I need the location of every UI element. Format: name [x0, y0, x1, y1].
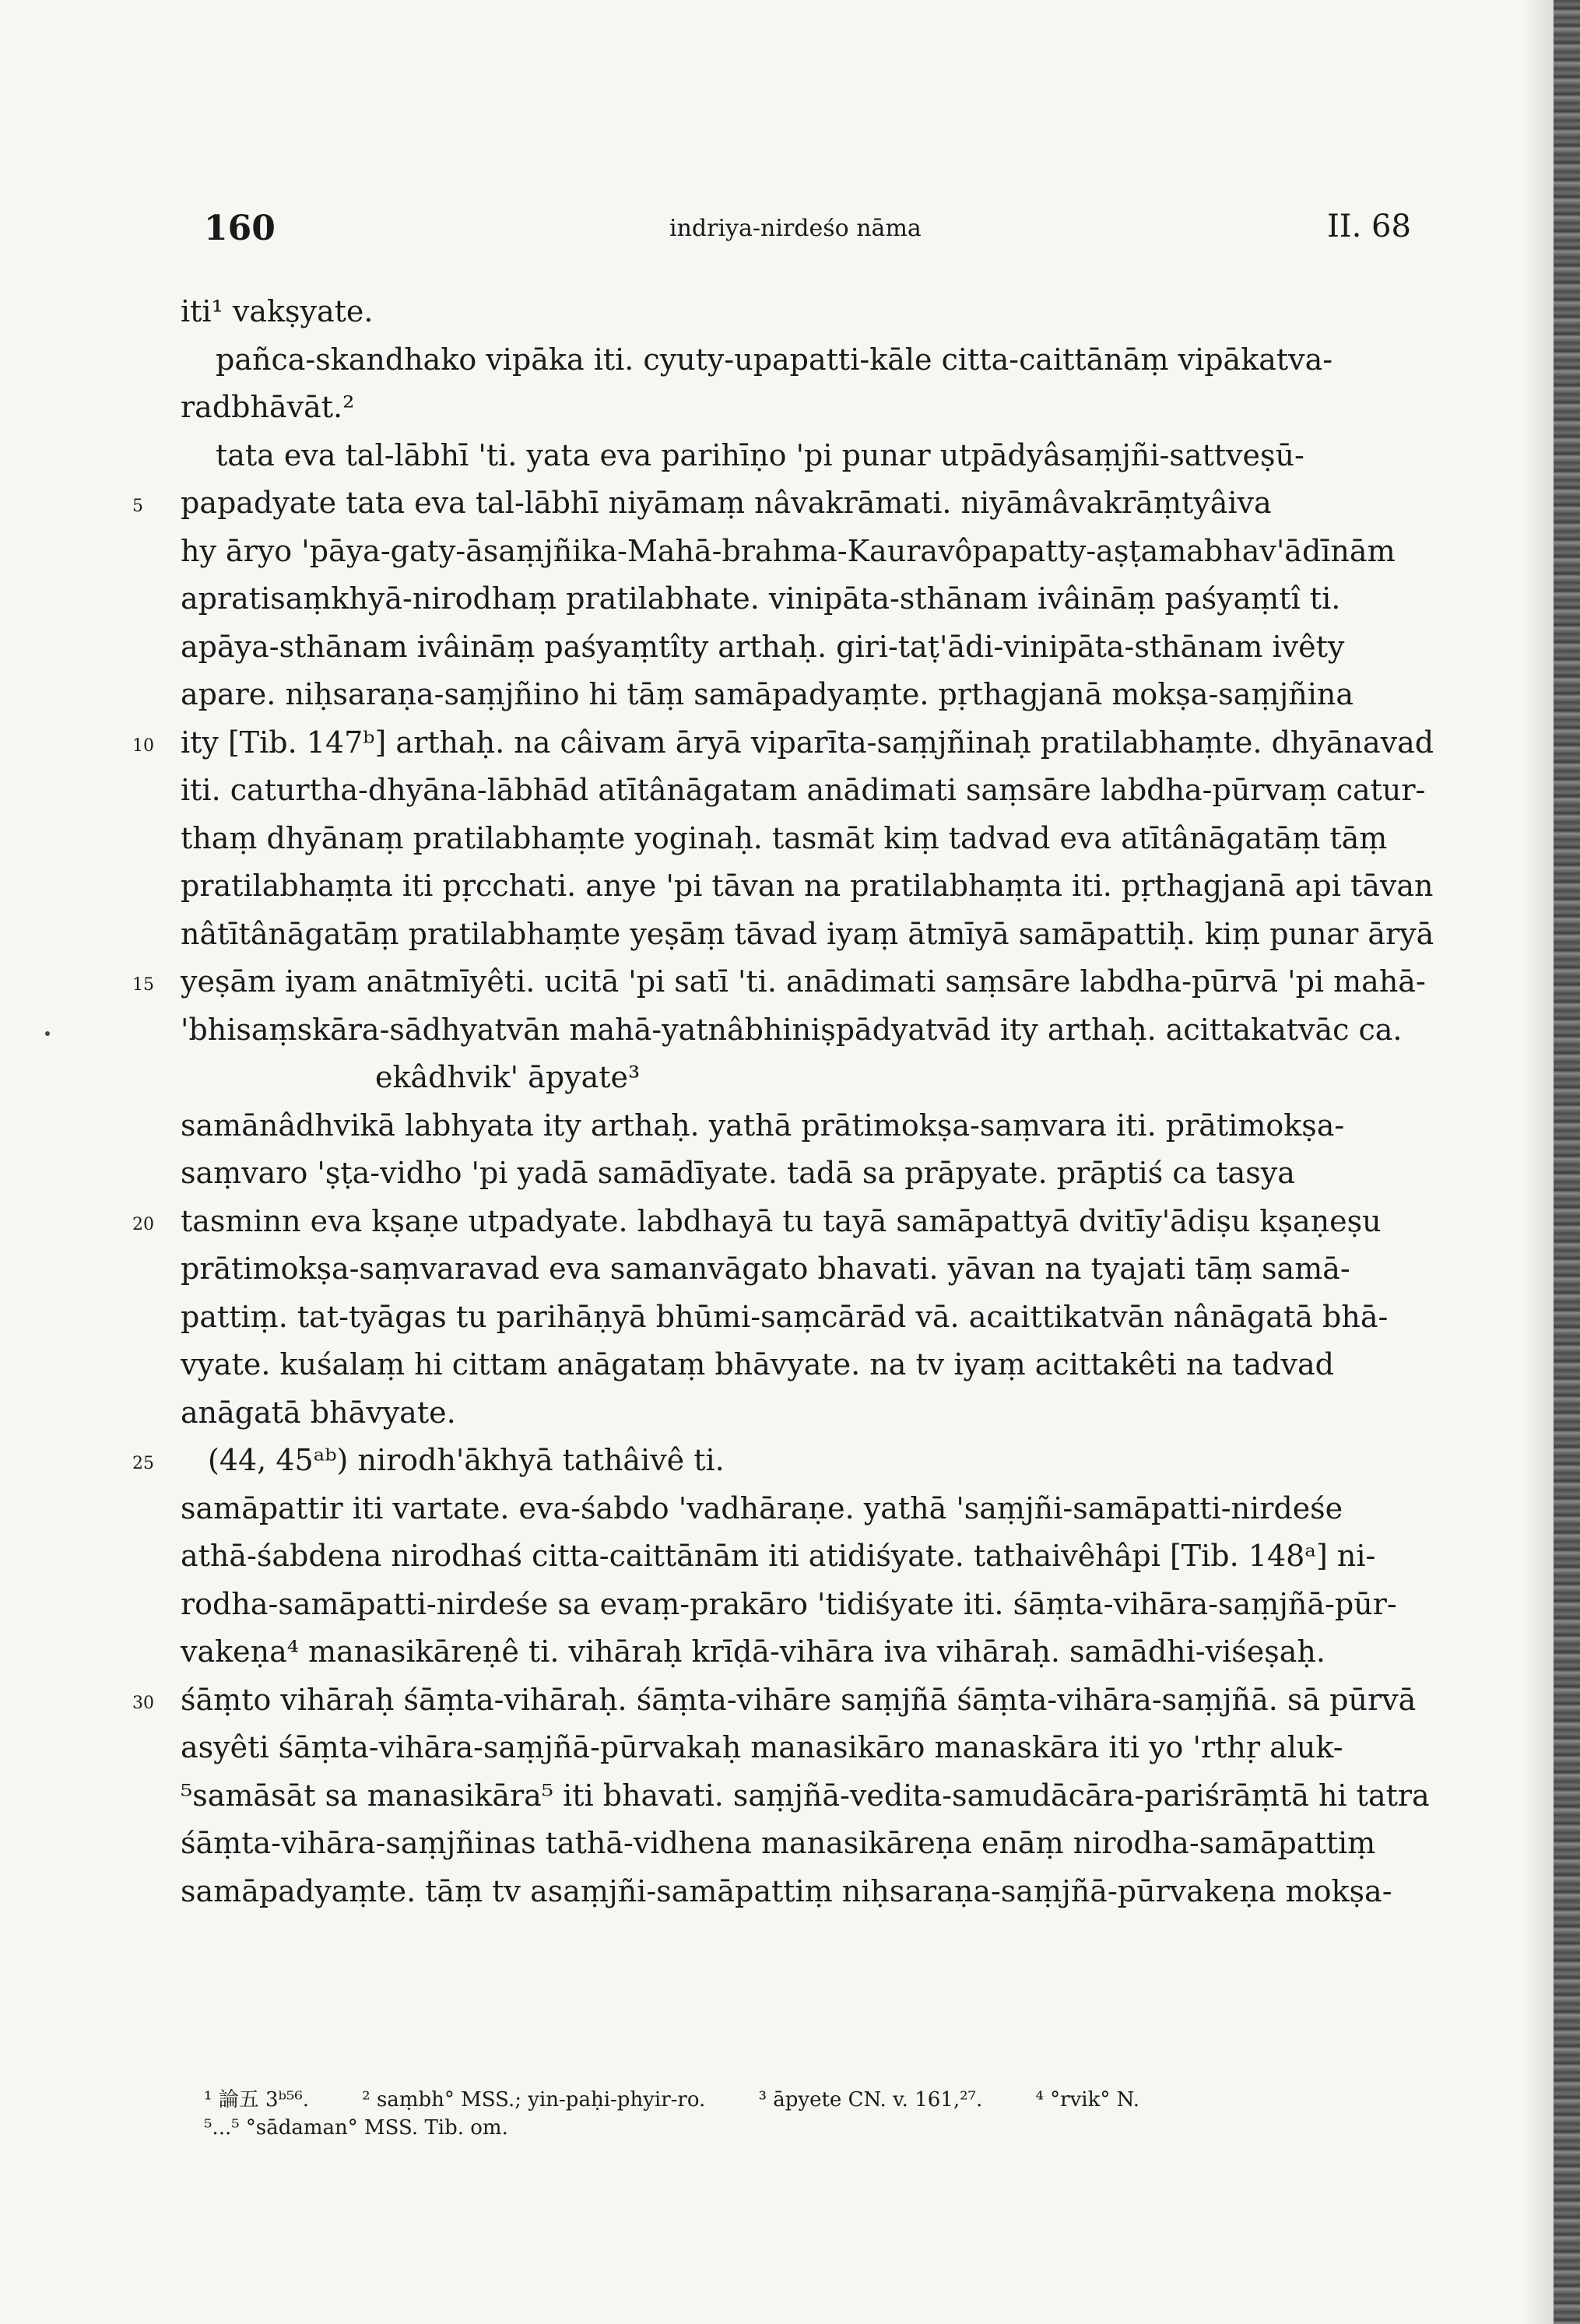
line-text: tata eva tal-lābhī 'ti. yata eva parihīṇo 'pi punar utpādyâsaṃjñi-sattveṣū- [216, 437, 1304, 472]
text-line [181, 1150, 1457, 1198]
text-line [181, 623, 1457, 672]
body-text [132, 288, 1457, 1915]
line-text: vakeṇa⁴ manasikāreṇê ti. vihāraḥ krīḍā-vihāra iva vihāraḥ. samādhi-viśeṣaḥ. [181, 1634, 1325, 1669]
line-text: yeṣām iyam anātmīyêti. ucitā 'pi satī 'ti. anādimati saṃsāre labdha-pūrvā 'pi mahā- [181, 964, 1426, 999]
text-line [181, 1245, 1457, 1294]
text-line [181, 1628, 1457, 1676]
text-line [181, 1054, 1457, 1102]
text-line [181, 1485, 1457, 1533]
line-text: papadyate tata eva tal-lābhī niyāmaṃ nâvakrāmati. niyāmâvakrāṃtyâiva [181, 486, 1272, 520]
text-line [181, 1294, 1457, 1342]
text-line [132, 958, 1457, 1006]
text-line [181, 528, 1457, 576]
footnote: ¹ 論五 3ᵇ⁵⁶. [204, 2088, 310, 2112]
footnote-row [204, 2086, 1449, 2114]
text-line [181, 1772, 1457, 1820]
text-line [181, 1820, 1457, 1868]
text-line [181, 1724, 1457, 1772]
text-line [132, 1198, 1457, 1246]
text-line [181, 336, 1457, 384]
line-text: samāpadyaṃte. tāṃ tv asaṃjñi-samāpattiṃ niḥsaraṇa-saṃjñā-pūrvakeṇa mokṣa- [181, 1873, 1392, 1908]
text-line [132, 479, 1457, 528]
line-text: apare. niḥsaraṇa-saṃjñino hi tāṃ samāpadyaṃte. pṛthagjanā mokṣa-saṃjñina [181, 677, 1354, 711]
page-number: 160 [204, 209, 276, 248]
text-line [132, 719, 1457, 767]
line-number: 15 [132, 975, 154, 995]
line-text: (44, 45ᵃᵇ) nirodh'ākhyā tathâivê ti. [208, 1443, 725, 1477]
text-line [181, 911, 1457, 959]
line-text: saṃvaro 'ṣṭa-vidho 'pi yadā samādīyate. tadā sa prāpyate. prāptiś ca tasya [181, 1156, 1295, 1190]
scan-speck [45, 1031, 50, 1036]
footnote: ² saṃbh° MSS.; yin-paḥi-phyir-ro. [362, 2088, 706, 2112]
text-line [181, 815, 1457, 863]
edge-shadow [1522, 0, 1554, 2324]
line-text: śāṃto vihāraḥ śāṃta-vihāraḥ. śāṃta-vihāre saṃjñā śāṃta-vihāra-saṃjñā. sā pūrvā [181, 1682, 1417, 1717]
line-text: apāya-sthānam ivâināṃ paśyaṃtîty arthaḥ. giri-taṭ'ādi-vinipāta-sthānam ivêty [181, 629, 1345, 664]
section-reference: II. 68 [1327, 209, 1411, 244]
footnote-row [204, 2114, 1449, 2142]
text-line [181, 1868, 1457, 1916]
line-text: rodha-samāpatti-nirdeśe sa evaṃ-prakāro 'tidiśyate iti. śāṃta-vihāra-saṃjñā-pūr- [181, 1586, 1397, 1621]
text-line [181, 1581, 1457, 1629]
text-line [181, 671, 1457, 719]
line-text: pattiṃ. tat-tyāgas tu parihāṇyā bhūmi-saṃcārād vā. acaittikatvān nânāgatā bhā- [181, 1299, 1389, 1334]
footnote: ³ āpyete CN. v. 161,²⁷. [758, 2088, 983, 2112]
line-text: samānâdhvikā labhyata ity arthaḥ. yathā prātimokṣa-saṃvara iti. prātimokṣa- [181, 1108, 1345, 1143]
line-number: 30 [132, 1693, 154, 1713]
line-text: vyate. kuśalaṃ hi cittam anāgataṃ bhāvyate. na tv iyaṃ acittakêti na tadvad [181, 1347, 1334, 1381]
text-line [181, 575, 1457, 623]
book-binding-edge [1554, 0, 1580, 2324]
page-header [0, 209, 1580, 255]
running-head: indriya-nirdeśo nāma [669, 215, 922, 242]
line-text: athā-śabdena nirodhaś citta-caittānām iti atidiśyate. tathaivêhâpi [Tib. 148ᵃ] ni- [181, 1539, 1376, 1573]
line-text: ekâdhvik' āpyate³ [375, 1060, 641, 1094]
text-line [132, 1437, 1457, 1485]
line-text: iti. caturtha-dhyāna-lābhād atītânāgatam anādimati saṃsāre labdha-pūrvaṃ catur- [181, 773, 1426, 807]
line-text: asyêti śāṃta-vihāra-saṃjñā-pūrvakaḥ manasikāro manaskāra iti yo 'rthṛ aluk- [181, 1730, 1343, 1764]
line-text: pañca-skandhako vipāka iti. cyuty-upapatti-kāle citta-caittānāṃ vipākatva- [216, 342, 1333, 377]
line-text: prātimokṣa-saṃvaravad eva samanvāgato bhavati. yāvan na tyajati tāṃ samā- [181, 1252, 1350, 1286]
line-text: radbhāvāt.² [181, 390, 355, 424]
line-number: 20 [132, 1214, 154, 1234]
footnotes [204, 2086, 1449, 2142]
line-text: pratilabhaṃta iti pṛcchati. anye 'pi tāvan na pratilabhaṃta iti. pṛthagjanā api tāvan [181, 869, 1434, 903]
text-line [181, 1102, 1457, 1150]
line-number: 5 [132, 497, 143, 516]
text-line [181, 767, 1457, 815]
line-text: hy āryo 'pāya-gaty-āsaṃjñika-Mahā-brahma-Kauravôpapatty-aṣṭamabhav'ādīnām [181, 533, 1396, 568]
text-line [181, 288, 1457, 336]
text-line [181, 1389, 1457, 1438]
text-line [181, 1532, 1457, 1581]
line-text: tasminn eva kṣaṇe utpadyate. labdhayā tu tayā samāpattyā dvitīy'ādiṣu kṣaṇeṣu [181, 1203, 1382, 1238]
footnote: ⁴ °rvik° N. [1035, 2088, 1139, 2112]
text-line [181, 862, 1457, 911]
line-text: ⁵samāsāt sa manasikāra⁵ iti bhavati. saṃjñā-vedita-samudācāra-pariśrāṃtā hi tatra [181, 1778, 1430, 1813]
text-line [181, 1341, 1457, 1389]
text-line [132, 1676, 1457, 1725]
text-line [181, 384, 1457, 432]
line-text: apratisaṃkhyā-nirodhaṃ pratilabhate. vinipāta-sthānam ivâināṃ paśyaṃtî ti. [181, 581, 1341, 616]
line-text: thaṃ dhyānaṃ pratilabhaṃte yoginaḥ. tasmāt kiṃ tadvad eva atītânāgatāṃ tāṃ [181, 820, 1388, 855]
text-line [181, 432, 1457, 480]
line-text: samāpattir iti vartate. eva-śabdo 'vadhāraṇe. yathā 'saṃjñi-samāpatti-nirdeśe [181, 1490, 1343, 1525]
line-text: ity [Tib. 147ᵇ] arthaḥ. na câivam āryā viparīta-saṃjñinaḥ pratilabhaṃte. dhyānavad [181, 725, 1434, 760]
line-number: 10 [132, 735, 154, 756]
line-text: 'bhisaṃskāra-sādhyatvān mahā-yatnâbhiniṣpādyatvād ity arthaḥ. acittakatvāc ca. [181, 1012, 1403, 1047]
line-text: śāṃta-vihāra-saṃjñinas tathā-vidhena manasikāreṇa enāṃ nirodha-samāpattiṃ [181, 1826, 1376, 1860]
text-line [181, 1006, 1457, 1055]
line-text: iti¹ vakṣyate. [181, 294, 374, 328]
line-text: nâtītânāgatāṃ pratilabhaṃte yeṣāṃ tāvad iyaṃ ātmīyā samāpattiḥ. kiṃ punar āryā [181, 916, 1434, 951]
line-text: anāgatā bhāvyate. [181, 1395, 456, 1430]
line-number: 25 [132, 1454, 154, 1473]
footnote: ⁵...⁵ °sādaman° MSS. Tib. om. [204, 2116, 508, 2140]
